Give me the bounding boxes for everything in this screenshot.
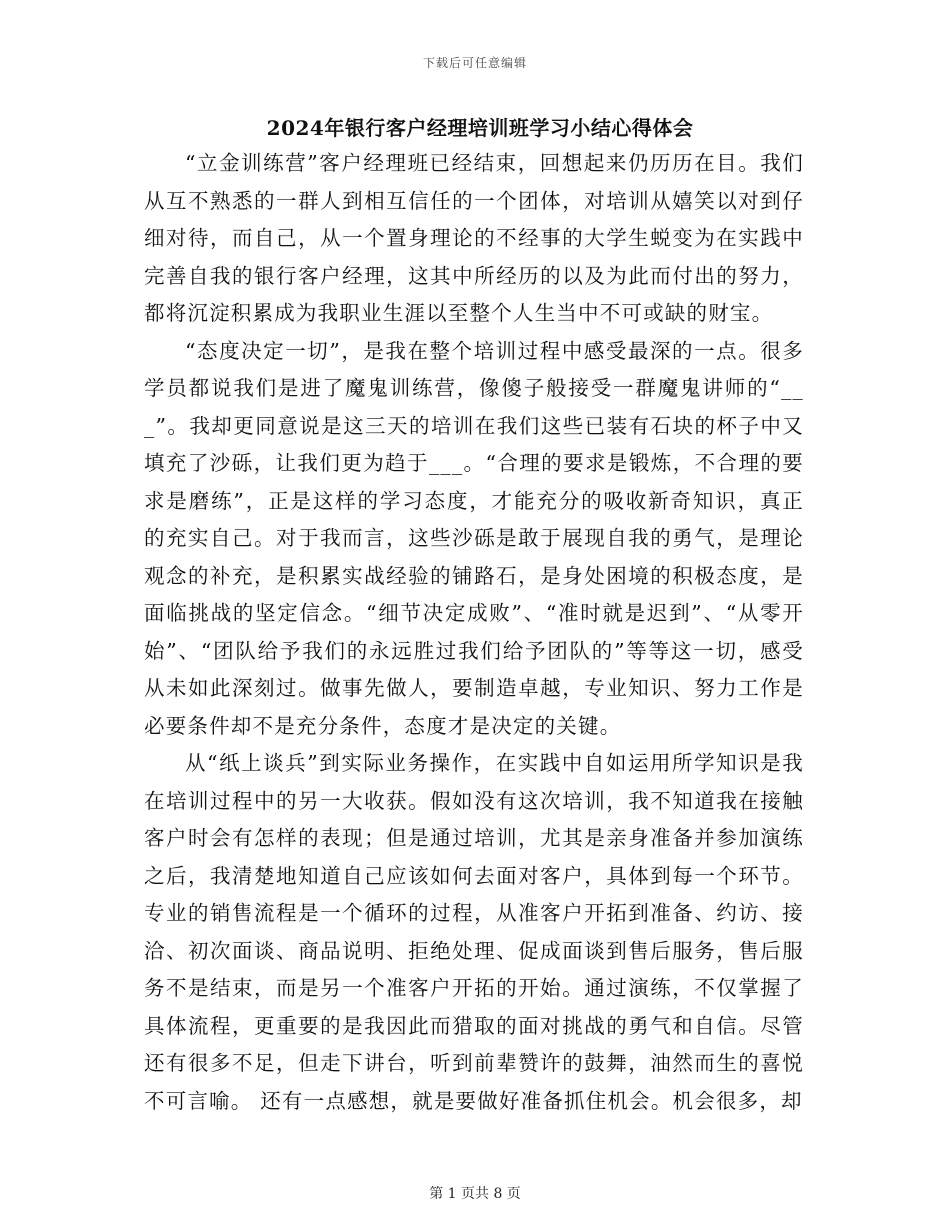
paragraph-3: 从“纸上谈兵”到实际业务操作，在实践中自如运用所学知识是我在培训过程中的另一大收获。假如没有这次培训，我不知道我在接触客户时会有怎样的表现；但是通过培训，尤其是亲身准备并参加演练之后，我清楚地知道自己应该如何去面对客户，具体到每一个环节。专业的销售流程是一个循环的过程，从准客户开拓到准备、约访、接洽、初次面谈、商品说明、拒绝处理、促成面谈到售后服务，售后服务不是结束，而是另一个准客户开拓的开始。通过演练，不仅掌握了具体流程，更重要的是我因此而猎取的面对挑战的勇气和自信。尽管还有很多不足，但走下讲台，听到前辈赞许的鼓舞，油然而生的喜悦不可言喻。 还有一点感想，就是要做好准备抓住机会。机会很多，却 <box>144 751 804 1113</box>
paragraph-2: “态度决定一切”，是我在整个培训过程中感受最深的一点。很多学员都说我们是进了魔鬼训练营，像傻子般接受一群魔鬼讲师的“___”。我却更同意说是这三天的培训在我们这些已装有石块的杯子中又填充了沙砾，让我们更为趋于___。“合理的要求是锻炼，不合理的要求是磨练”，正是这样的学习态度，才能充分的吸收新奇知识，真正的充实自己。对于我而言，这些沙砾是敢于展现自我的勇气，是理论观念的补充，是积累实战经验的铺路石，是身处困境的积极态度，是面临挑战的坚定信念。“细节决定成败”、“准时就是迟到”、“从零开始”、“团队给予我们的永远胜过我们给予团队的”等等这一切，感受从未如此深刻过。做事先做人，要制造卓越，专业知识、努力工作是必要条件却不是充分条件，态度才是决定的关键。 <box>144 338 804 738</box>
paragraph-1: “立金训练营”客户经理班已经结束，回想起来仍历历在目。我们从互不熟悉的一群人到相互信任的一个团体，对培训从嬉笑以对到仔细对待，而自己，从一个置身理论的不经事的大学生蜕变为在实践中完善自我的银行客户经理，这其中所经历的以及为此而付出的努力，都将沉淀积累成为我职业生涯以至整个人生当中不可或缺的财宝。 <box>144 151 804 325</box>
header-note: 下载后可任意编辑 <box>422 56 527 70</box>
document-body <box>144 145 804 1120</box>
document-title: 2024年银行客户经理培训班学习小结心得体会 <box>266 116 694 140</box>
page-number: 第 1 页共 8 页 <box>429 1186 521 1202</box>
